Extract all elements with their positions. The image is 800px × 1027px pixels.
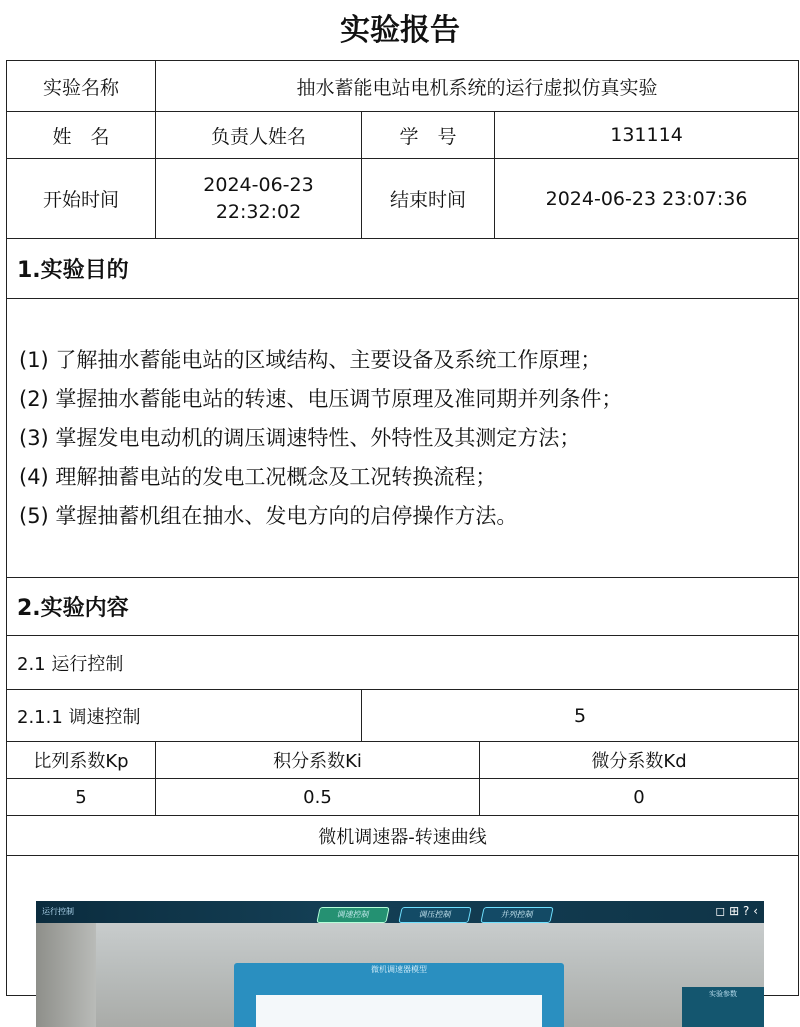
objective-item: (2) 掌握抽水蓄能电站的转速、电压调节原理及准同期并列条件；	[19, 386, 623, 411]
person-value: 负责人姓名	[156, 112, 362, 159]
speed-control-label: 2.1.1 调速控制	[7, 690, 362, 742]
objective-item: (5) 掌握抽蓄机组在抽水、发电方向的启停操作方法。	[19, 503, 518, 528]
governor-model-panel	[234, 963, 564, 1027]
ki-label: 积分系数Ki	[156, 742, 480, 779]
experiment-name-value: 抽水蓄能电站电机系统的运行虚拟仿真实验	[156, 61, 799, 112]
side-parameter-title: 实验参数	[709, 990, 737, 998]
speed-control-value: 5	[362, 690, 799, 742]
report-title: 实验报告	[340, 13, 460, 48]
start-time-value	[156, 159, 362, 239]
simulation-screenshot	[36, 901, 764, 1027]
objectives-list	[7, 299, 799, 578]
section-heading-objectives: 1.实验目的	[7, 239, 799, 299]
tab-voltage-control: 调压控制	[398, 907, 471, 923]
side-parameter-panel	[682, 987, 764, 1027]
student-id-label: 学 号	[362, 112, 495, 159]
tab-speed-control: 调速控制	[316, 907, 389, 923]
report-frame	[6, 60, 798, 996]
kp-label: 比列系数Kp	[7, 742, 156, 779]
screenshot-tool-icons: ◻ ⊞ ? ‹	[715, 904, 758, 918]
objective-item: (1) 了解抽水蓄能电站的区域结构、主要设备及系统工作原理；	[19, 347, 602, 372]
objective-item: (4) 理解抽蓄电站的发电工况概念及工况转换流程；	[19, 464, 497, 489]
experiment-name-label: 实验名称	[7, 61, 156, 112]
speed-curve-caption: 微机调速器-转速曲线	[7, 816, 799, 856]
kd-label: 微分系数Kd	[480, 742, 799, 779]
end-time-label: 结束时间	[362, 159, 495, 239]
subsection-heading-run-control: 2.1 运行控制	[7, 636, 799, 690]
tab-parallel-control: 并列控制	[480, 907, 553, 923]
start-clock: 22:32:02	[215, 200, 302, 223]
objective-item: (3) 掌握发电电动机的调压调速特性、外特性及其测定方法；	[19, 425, 581, 450]
end-time-value: 2024-06-23 23:07:36	[495, 159, 799, 239]
kp-value: 5	[7, 779, 156, 816]
governor-model-diagram	[256, 995, 542, 1027]
governor-model-title: 微机调速器模型	[371, 965, 427, 974]
screenshot-corner-label: 运行控制	[42, 907, 74, 916]
student-id-value: 131114	[495, 112, 799, 159]
kd-value: 0	[480, 779, 799, 816]
person-label: 姓 名	[7, 112, 156, 159]
report-header-table	[6, 60, 799, 636]
ki-value: 0.5	[156, 779, 480, 816]
section-heading-content: 2.实验内容	[7, 578, 799, 636]
start-date: 2024-06-23	[203, 173, 314, 196]
start-time-label: 开始时间	[7, 159, 156, 239]
